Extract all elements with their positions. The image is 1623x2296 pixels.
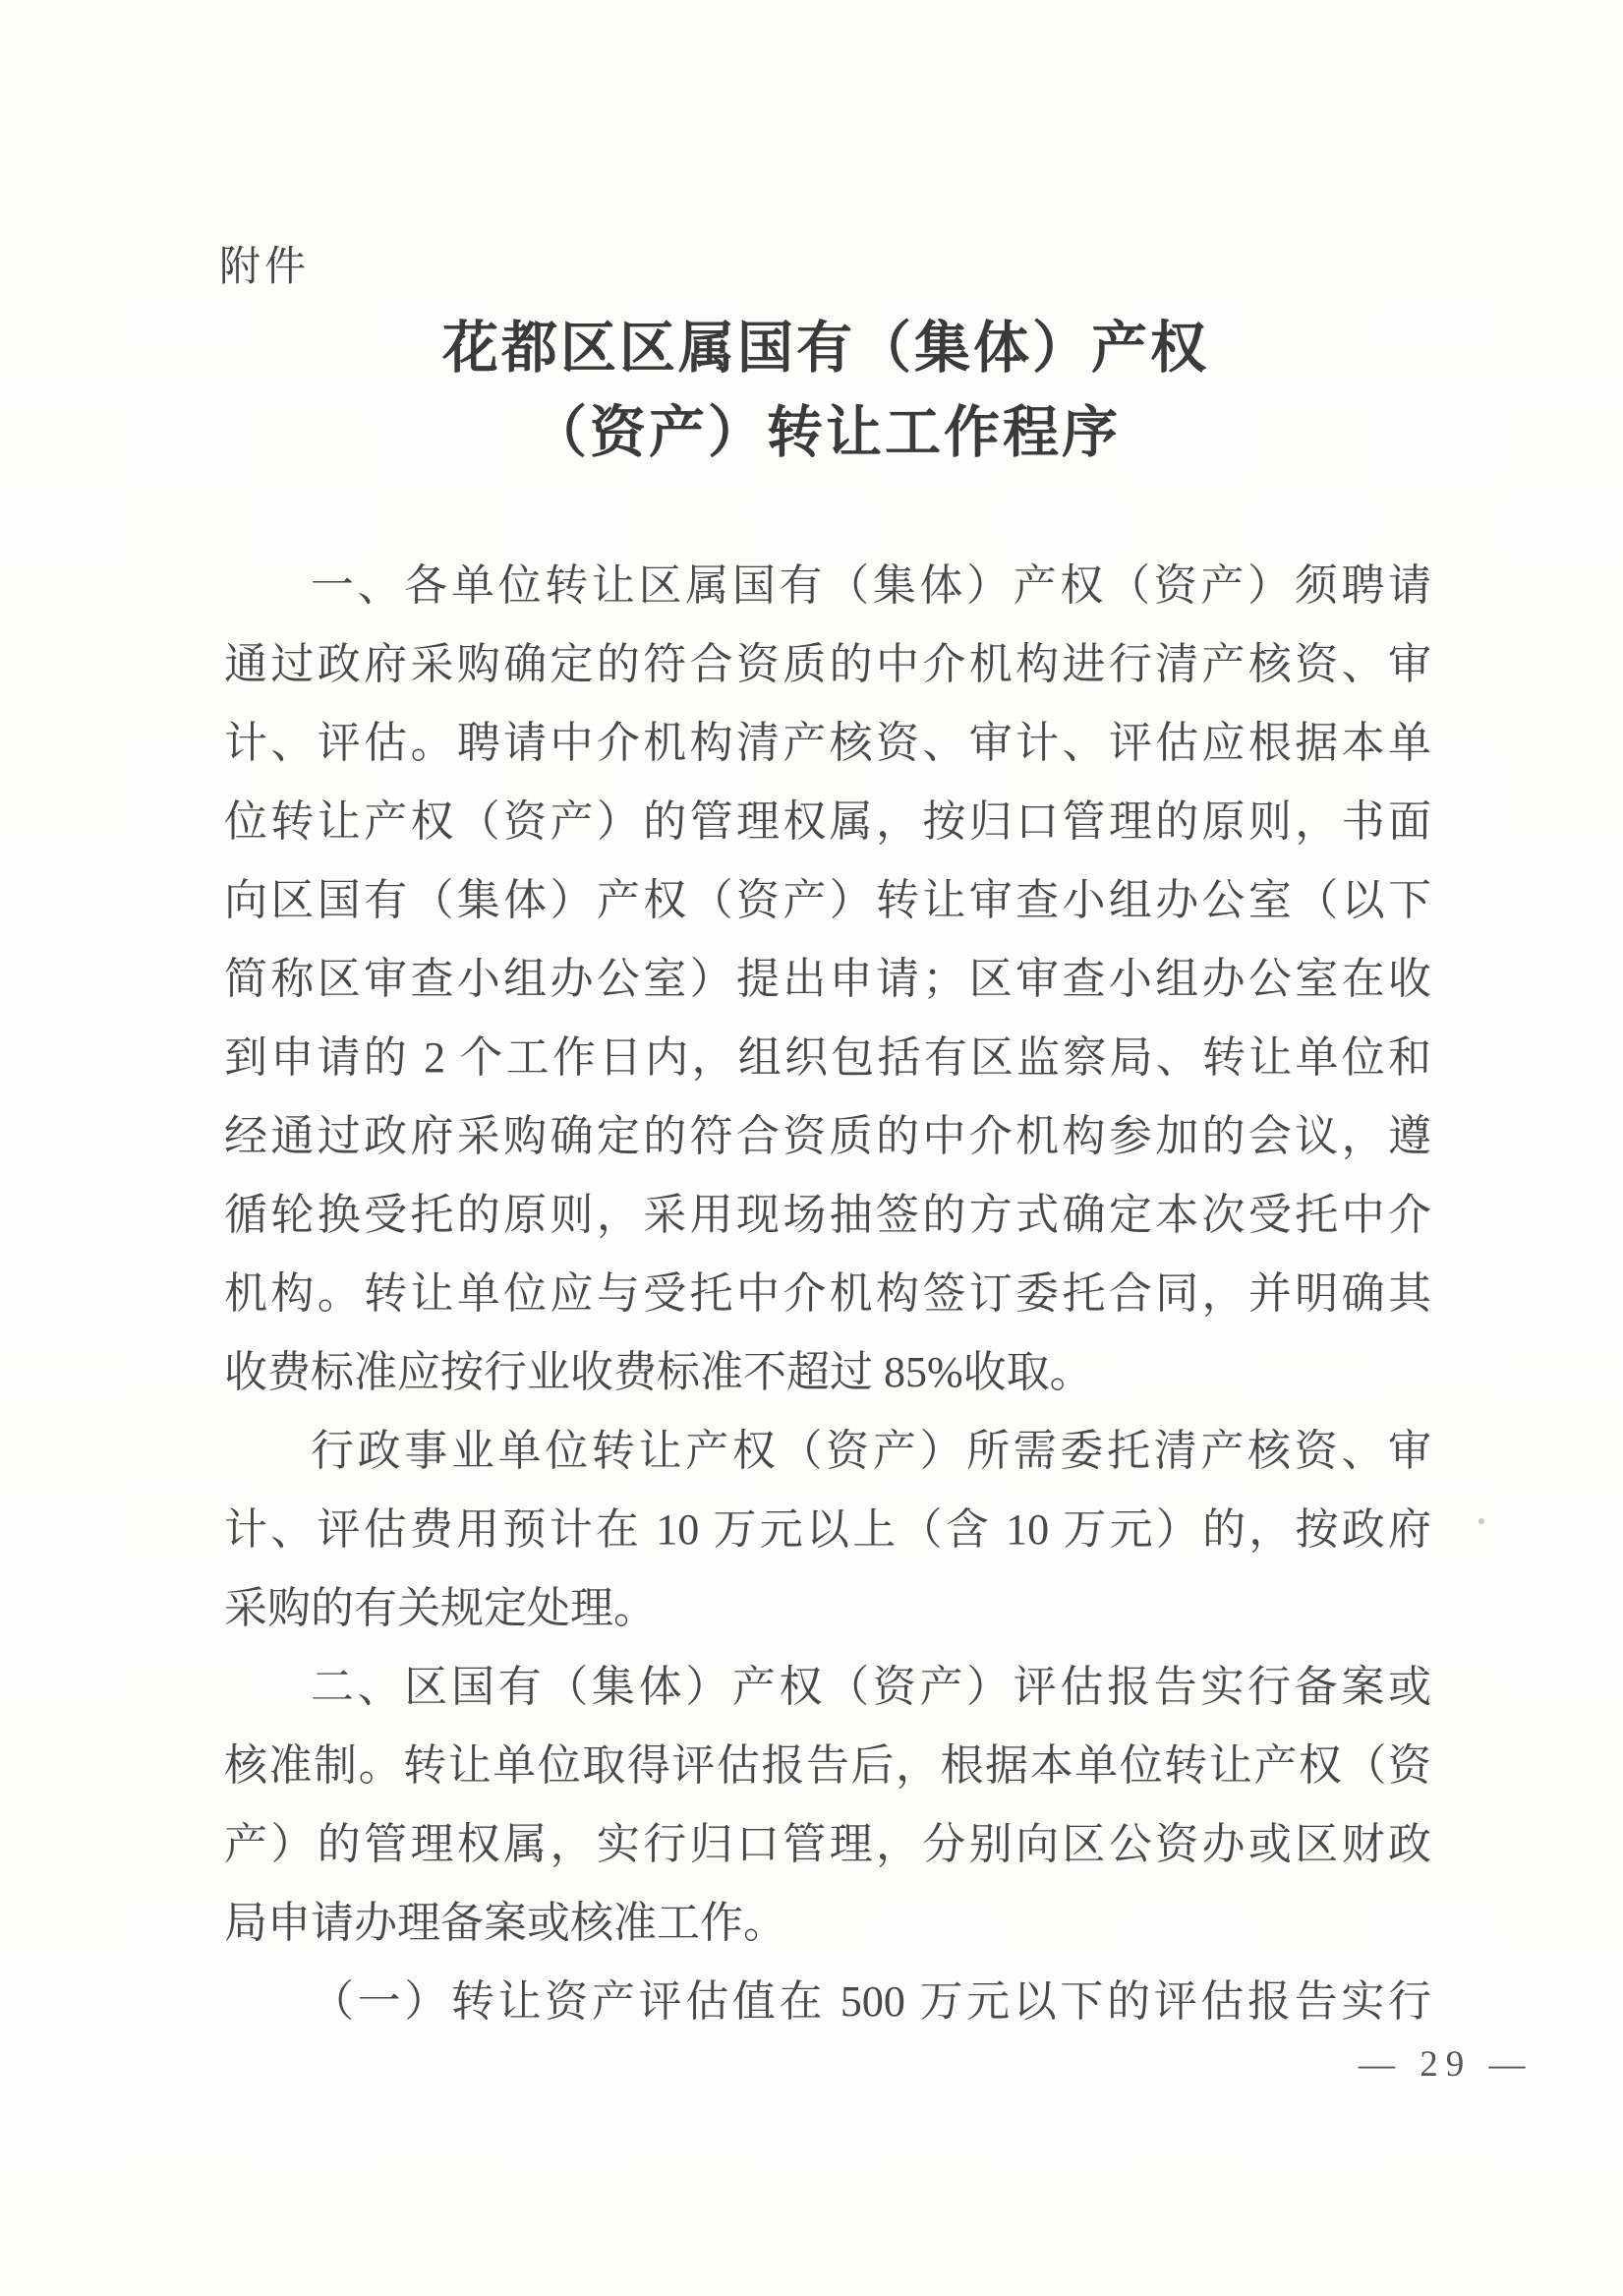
body-line: 机构。转让单位应与受托中介机构签订委托合同，并明确其: [224, 1269, 1431, 1318]
body-line: 循轮换受托的原则，采用现场抽签的方式确定本次受托中介: [224, 1191, 1431, 1239]
body-line: （一）转让资产评估值在 500 万元以下的评估报告实行: [311, 1977, 1431, 2026]
body-line: 位转让产权（资产）的管理权属，按归口管理的原则，书面: [224, 797, 1431, 846]
title-line-2: （资产）转让工作程序: [531, 402, 1121, 464]
title-line-1: 花都区区属国有（集体）产权: [442, 318, 1209, 380]
body-line: 经通过政府采购确定的符合资质的中介机构参加的会议，遵: [224, 1112, 1431, 1160]
body-line: 产）的管理权属，实行归口管理，分别向区公资办或区财政: [224, 1820, 1431, 1868]
body-line: 计、评估费用预计在 10 万元以上（含 10 万元）的，按政府: [224, 1505, 1431, 1554]
body-line: 通过政府采购确定的符合资质的中介机构进行清产核资、审: [224, 640, 1431, 688]
document-body: [224, 547, 1431, 2041]
body-line: 向区国有（集体）产权（资产）转让审查小组办公室（以下: [224, 876, 1431, 924]
attachment-label: 附件: [219, 245, 311, 290]
body-line: 采购的有关规定处理。: [224, 1584, 657, 1632]
body-line: 简称区审查小组办公室）提出申请；区审查小组办公室在收: [224, 955, 1431, 1003]
body-line: 收费标准应按行业收费标准不超过 85%收取。: [224, 1348, 1093, 1396]
body-line: 一、各单位转让区属国有（集体）产权（资产）须聘请: [311, 561, 1431, 610]
body-line: 计、评估。聘请中介机构清产核资、审计、评估应根据本单: [224, 719, 1431, 767]
body-line: 行政事业单位转让产权（资产）所需委托清产核资、审: [311, 1427, 1431, 1475]
scan-speck: [1478, 1518, 1484, 1524]
scan-speck: [1040, 1048, 1044, 1052]
body-line: 核准制。转让单位取得评估报告后，根据本单位转让产权（资: [224, 1741, 1431, 1790]
document-title: [226, 307, 1425, 476]
body-line: 到申请的 2 个工作日内，组织包括有区监察局、转让单位和: [224, 1033, 1431, 1082]
body-line: 二、区国有（集体）产权（资产）评估报告实行备案或: [311, 1663, 1431, 1711]
page-number: — 29 —: [1359, 2044, 1534, 2085]
body-line: 局申请办理备案或核准工作。: [224, 1899, 786, 1947]
